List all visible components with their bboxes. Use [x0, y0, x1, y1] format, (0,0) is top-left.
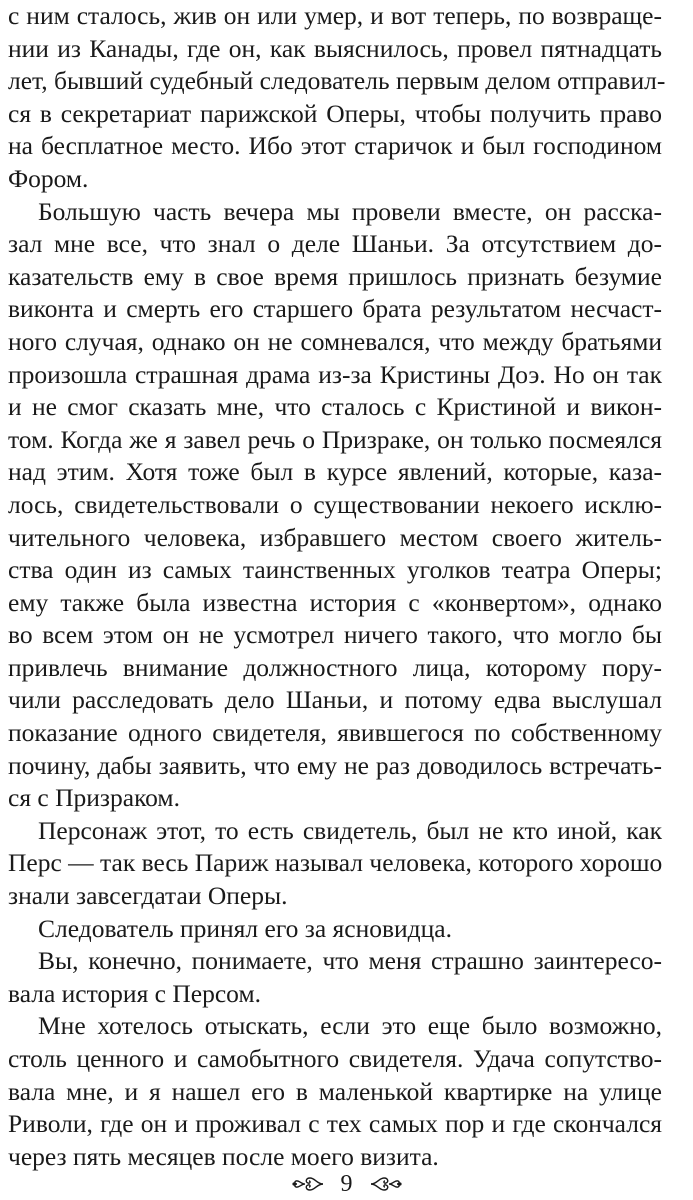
text-line: лет, бывший судебный следователь первым делом отправил-	[8, 66, 666, 96]
text-line: нии из Канады, где он, как выяснилось, провел пятнадцать	[8, 33, 662, 63]
text-line: Персонаж этот, то есть свидетель, был не кто иной, как	[38, 815, 662, 845]
text-line: столь ценного и самобытного свидетеля. Удача сопутство-	[8, 1044, 662, 1073]
text-line: зал мне все, что знал о деле Шаньи. За отсутствием до-	[8, 229, 662, 259]
floral-ornament-right-icon	[369, 1172, 403, 1196]
paragraph	[8, 815, 662, 913]
text-line: Перс — так весь Париж называл человека, которого хорошо	[8, 848, 663, 878]
text-line: чили расследовать дело Шаньи, и потому едва выслушал	[8, 685, 662, 715]
text-line: через пять месяцев после моего визита.	[8, 1141, 439, 1171]
text-line: над этим. Хотя тоже был в курсе явлений, которые, каза-	[8, 457, 662, 487]
text-line: Фором.	[8, 163, 89, 193]
body-text	[8, 0, 666, 1173]
text-line: лось, свидетельствовали о существовании некоего исклю-	[8, 489, 662, 519]
text-line: показание одного свидетеля, явившегося по собственному	[8, 718, 662, 748]
text-line: Следователь принял его за ясновидца.	[38, 913, 452, 943]
paragraph	[8, 0, 666, 196]
page-number: 9	[340, 1170, 353, 1197]
text-line: ему также была известна история с «конвертом», однако	[8, 587, 662, 617]
paragraph	[8, 945, 662, 1010]
text-line: том. Когда же я завел речь о Призраке, он только посмеялся	[8, 424, 662, 454]
text-line: Риволи, где он и проживал с тех самых пор и где скончался	[8, 1109, 662, 1139]
paragraph	[8, 1010, 662, 1173]
text-line: ства один из самых таинственных уголков театра Оперы;	[8, 555, 662, 585]
text-line: казательств ему в свое время пришлось признать безумие	[8, 261, 662, 291]
text-line: и не смог сказать мне, что сталось с Кристиной и викон-	[8, 392, 662, 422]
text-line: во всем этом он не усмотрел ничего такого, что могло бы	[8, 620, 662, 650]
text-line: знали завсегдатаи Оперы.	[8, 881, 288, 911]
text-line: привлечь внимание должностного лица, которому пору-	[8, 652, 662, 682]
paragraph	[8, 913, 662, 946]
text-line: вала мне, и я нашел его в маленькой квартирке на улице	[8, 1076, 662, 1106]
text-line: ся с Призраком.	[8, 783, 180, 813]
text-line: ного случая, однако он не сомневался, что между братьями	[8, 326, 662, 356]
text-line: произошла страшная драма из-за Кристины Доэ. Но он так	[8, 359, 662, 389]
text-line: чительного человека, избравшего местом своего житель-	[8, 522, 662, 552]
text-line: Вы, конечно, понимаете, что меня страшно заинтересо-	[38, 946, 662, 976]
text-line: Большую часть вечера мы провели вместе, он расска-	[38, 196, 662, 226]
text-line: Мне хотелось отыскать, если это еще было возможно,	[38, 1011, 662, 1041]
text-line: ся в секретариат парижской Оперы, чтобы получить право	[8, 98, 662, 128]
text-line: почину, дабы заявить, что ему не раз доводилось встречать-	[8, 750, 662, 780]
text-line: с ним сталось, жив он или умер, и вот теперь, по возвраще-	[8, 1, 662, 30]
text-line: на бесплатное место. Ибо этот старичок и был господином	[8, 131, 662, 161]
floral-ornament-left-icon	[291, 1172, 325, 1196]
text-line: вала история с Персом.	[8, 978, 261, 1008]
paragraph	[8, 196, 662, 815]
page-footer	[0, 1168, 693, 1200]
text-line: виконта и смерть его старшего брата результатом несчаст-	[8, 294, 662, 324]
